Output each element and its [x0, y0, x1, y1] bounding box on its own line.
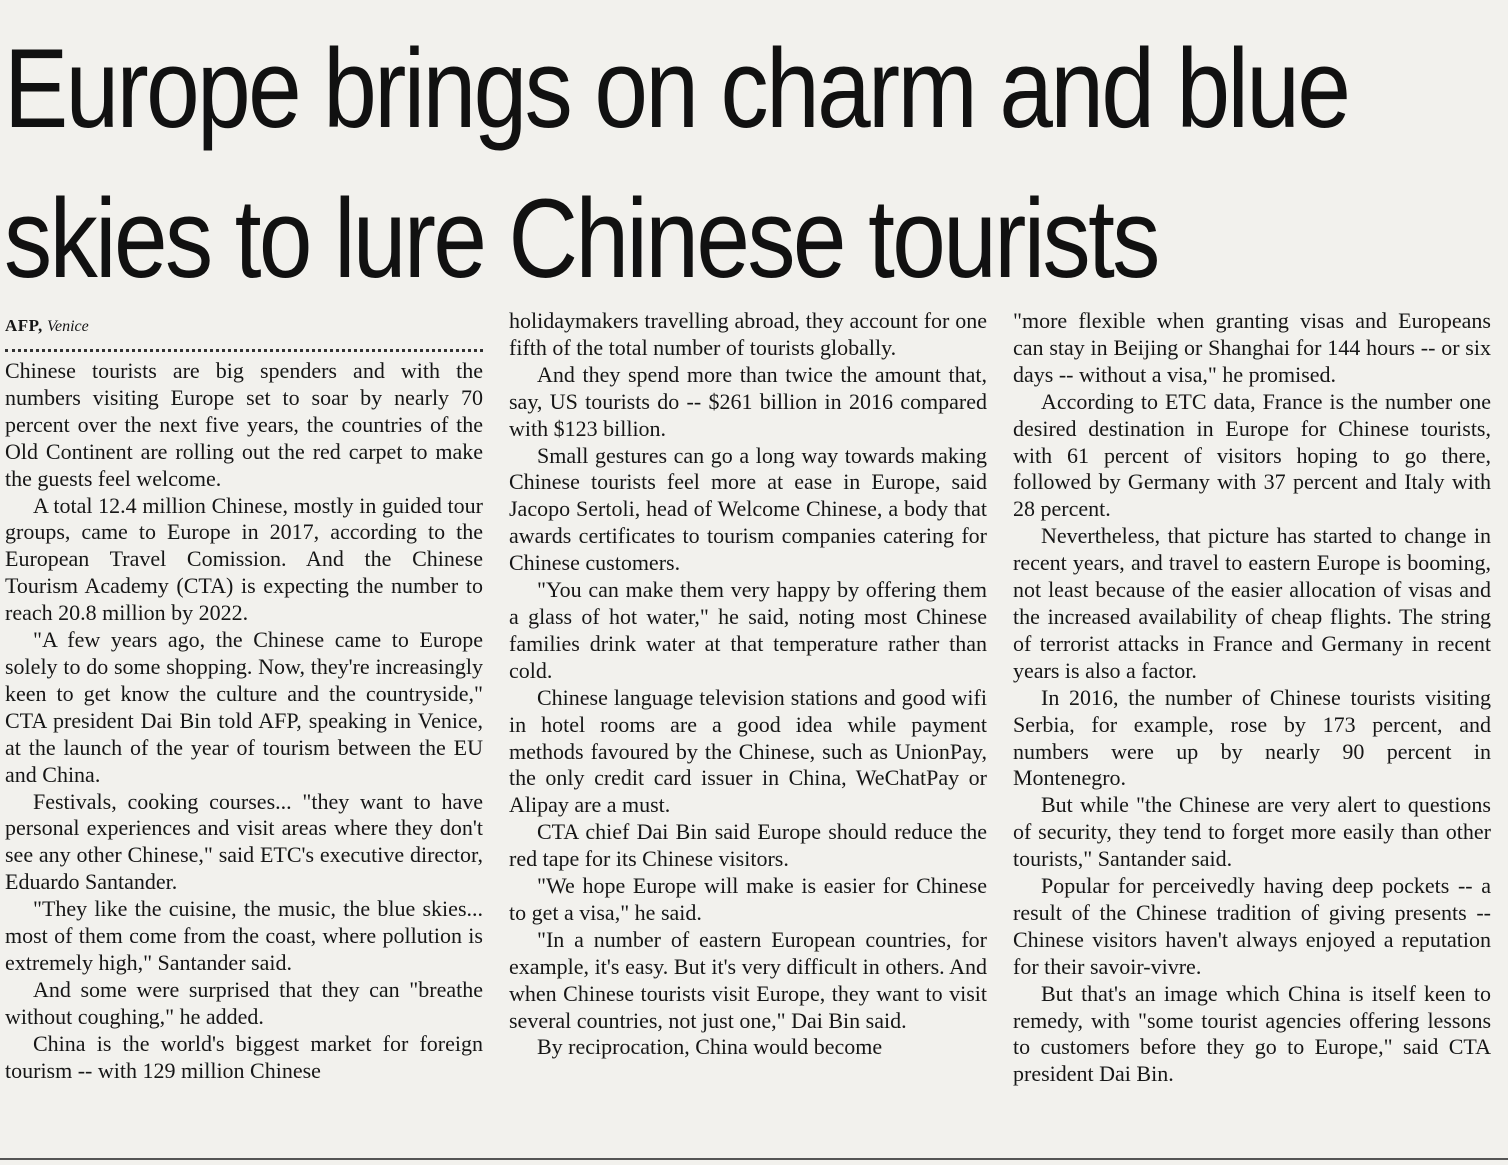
paragraph: "In a number of eastern European countries, for example, it's easy. But it's very difficult in others. And when Chinese tourists visit Europe, they want to visit several countries, not just one," Dai Bin said.	[509, 926, 987, 1033]
paragraph: By reciprocation, China would become	[537, 1034, 883, 1060]
paragraph: Festivals, cooking courses... "they want to have personal experiences and visit areas where they don't see any other Chinese," said ETC's executive director, Eduardo Santander.	[5, 788, 483, 895]
bottom-rule	[0, 1158, 1508, 1160]
column-2	[509, 308, 987, 1061]
paragraph: "We hope Europe will make is easier for Chinese to get a visa," he said.	[509, 873, 987, 925]
byline	[5, 308, 483, 343]
paragraph: CTA chief Dai Bin said Europe should reduce the red tape for its Chinese visitors.	[509, 819, 987, 872]
column-3	[1013, 308, 1491, 1088]
paragraph: "A few years ago, the Chinese came to Europe solely to do some shopping. Now, they're increasingly keen to get know the culture and the countryside," CTA president Dai Bin told AFP, speaking in Venice, at the launch of the year of tourism between the EU and China.	[5, 627, 483, 787]
paragraph: Chinese language television stations and good wifi in hotel rooms are a good idea while payment methods favoured by the Chinese, such as UnionPay, the only credit card issuer in China, WeChatPay or Alipay are a must.	[509, 684, 987, 818]
headline	[4, 14, 1349, 314]
paragraph: But while "the Chinese are very alert to questions of security, they tend to forget more easily than other tourists," Santander said.	[1013, 792, 1491, 872]
paragraph: And they spend more than twice the amount that, say, US tourists do -- $261 billion in 2016 compared with $123 billion.	[509, 361, 987, 441]
paragraph: Small gestures can go a long way towards making Chinese tourists feel more at ease in Europe, said Jacopo Sertoli, head of Welcome Chinese, a body that awards certificates to tourism companies catering for Chinese customers.	[509, 442, 987, 576]
paragraph: holidaymakers travelling abroad, they account for one fifth of the total number of tourists globally.	[509, 308, 987, 360]
paragraph: "You can make them very happy by offering them a glass of hot water," he said, noting most Chinese families drink water at that temperature rather than cold.	[509, 577, 987, 683]
column-1	[5, 308, 483, 1084]
paragraph: And some were surprised that they can "breathe without coughing," he added.	[5, 976, 483, 1029]
paragraph: "more flexible when granting visas and Europeans can stay in Beijing or Shanghai for 144 hours -- or six days -- without a visa," he promised.	[1013, 308, 1491, 387]
dotted-divider	[5, 349, 483, 352]
paragraph: In 2016, the number of Chinese tourists visiting Serbia, for example, rose by 173 percent, and numbers were up by nearly 90 percent in Montenegro.	[1013, 684, 1491, 791]
paragraph: According to ETC data, France is the number one desired destination in Europe for Chinese tourists, with 61 percent of visitors hoping to go there, followed by Germany with 37 percent and Italy with 28 percent.	[1013, 388, 1491, 522]
paragraph: China is the world's biggest market for foreign tourism -- with 129 million Chinese	[5, 1030, 483, 1083]
paragraph: Popular for perceivedly having deep pockets -- a result of the Chinese tradition of giving presents -- Chinese visitors haven't always enjoyed a reputation for their savoir-vivre.	[1013, 873, 1491, 979]
byline-place: Venice	[47, 318, 89, 335]
paragraph: "They like the cuisine, the music, the blue skies... most of them come from the coast, where pollution is extremely high," Santander said.	[5, 896, 483, 975]
paragraph: But that's an image which China is itself keen to remedy, with "some tourist agencies offering lessons to customers before they go to Europe," said CTA president Dai Bin.	[1013, 980, 1491, 1087]
headline-line-2: skies to lure Chinese tourists	[4, 176, 1158, 301]
paragraph: Nevertheless, that picture has started to change in recent years, and travel to eastern Europe is booming, not least because of the easier allocation of visas and the increased availability of cheap flights. The string of terrorist attacks in France and Germany in recent years is also a factor.	[1013, 523, 1491, 683]
byline-agency: AFP,	[5, 316, 43, 335]
paragraph: Chinese tourists are big spenders and with the numbers visiting Europe set to soar by nearly 70 percent over the next five years, the countries of the Old Continent are rolling out the red carpet to make the guests feel welcome.	[5, 358, 483, 491]
paragraph: A total 12.4 million Chinese, mostly in guided tour groups, came to Europe in 2017, according to the European Travel Comission. And the Chinese Tourism Academy (CTA) is expecting the number to reach 20.8 million by 2022.	[5, 492, 483, 626]
headline-line-1: Europe brings on charm and blue	[4, 26, 1349, 151]
